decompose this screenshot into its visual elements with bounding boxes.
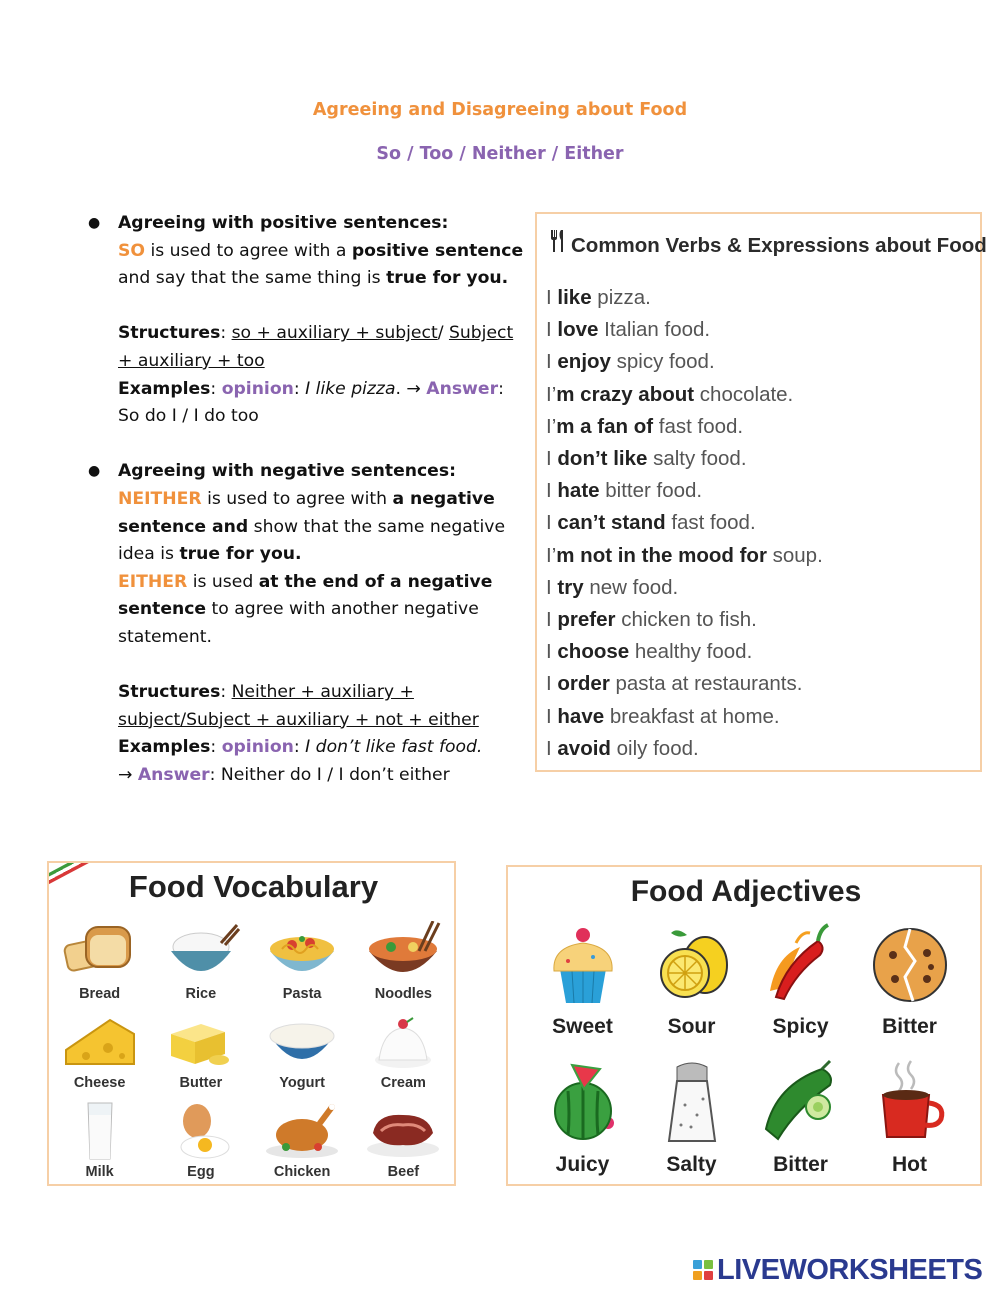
section-text: NEITHER is used to agree with a negative sentence and show that the same negative idea is true for you. bbox=[118, 488, 506, 565]
keyword-either: EITHER bbox=[118, 571, 188, 592]
verb-expression-line: I don’t like salty food. bbox=[546, 447, 747, 471]
adjective-item: Juicy bbox=[528, 1055, 637, 1193]
adjective-item: Spicy bbox=[746, 917, 855, 1055]
yogurt-icon bbox=[262, 1010, 342, 1074]
adjective-item: Bitter bbox=[746, 1055, 855, 1193]
adjectives-title: Food Adjectives bbox=[630, 875, 862, 908]
section-positive bbox=[88, 210, 526, 431]
section-heading: Agreeing with negative sentences: bbox=[118, 461, 456, 482]
vocab-item: Cheese bbox=[49, 1010, 150, 1099]
adjective-item: Hot bbox=[855, 1055, 964, 1193]
verb-expression-line: I’m crazy about chocolate. bbox=[546, 382, 794, 406]
bitter-gourd-icon bbox=[756, 1055, 846, 1145]
section-heading: Agreeing with positive sentences: bbox=[118, 213, 449, 233]
logo-mark-icon bbox=[693, 1260, 713, 1280]
cookie-icon bbox=[865, 917, 955, 1007]
vocab-item: Bread bbox=[49, 921, 150, 1010]
verbs-list bbox=[546, 282, 823, 765]
adjective-item: Salty bbox=[637, 1055, 746, 1193]
salt-shaker-icon bbox=[647, 1055, 737, 1145]
verb-expression-line: I enjoy spicy food. bbox=[546, 350, 715, 374]
hot-cup-icon bbox=[865, 1055, 955, 1145]
vocab-item: Beef bbox=[353, 1099, 454, 1186]
verb-expression-line: I can’t stand fast food. bbox=[546, 511, 756, 535]
grammar-explanation bbox=[88, 210, 526, 789]
milk-icon bbox=[60, 1099, 140, 1163]
rice-icon bbox=[161, 921, 241, 985]
vocab-item: Milk bbox=[49, 1099, 150, 1186]
verb-expression-line: I’m not in the mood for soup. bbox=[546, 543, 823, 567]
vocab-item: Noodles bbox=[353, 921, 454, 1010]
watermelon-icon bbox=[538, 1055, 628, 1145]
chicken-icon bbox=[262, 1099, 342, 1163]
adjective-item: Bitter bbox=[855, 917, 964, 1055]
adjectives-grid bbox=[528, 917, 964, 1193]
bullet-icon: ● bbox=[88, 463, 101, 480]
verb-expression-line: I have breakfast at home. bbox=[546, 704, 780, 728]
fork-knife-icon bbox=[549, 230, 565, 258]
vocab-grid bbox=[49, 921, 454, 1186]
section-text-either: EITHER is used at the end of a negative sentence to agree with another negative statement. bbox=[118, 571, 493, 647]
vocab-item: Butter bbox=[150, 1010, 251, 1099]
structures-line: Structures: Neither + auxiliary + subject/Subject + auxiliary + not + either bbox=[118, 682, 479, 730]
vocab-item: Egg bbox=[150, 1099, 251, 1186]
food-vocabulary-card bbox=[47, 861, 456, 1186]
section-negative bbox=[88, 458, 526, 789]
verb-expression-line: I avoid oily food. bbox=[546, 736, 699, 760]
cheese-icon bbox=[60, 1010, 140, 1074]
butter-icon bbox=[161, 1010, 241, 1074]
vocab-item: Chicken bbox=[252, 1099, 353, 1186]
vocab-item: Cream bbox=[353, 1010, 454, 1099]
adjective-item: Sour bbox=[637, 917, 746, 1055]
verbs-expressions-box bbox=[535, 212, 987, 772]
examples-line: Examples: opinion: I don’t like fast food. → Answer: Neither do I / I don’t either bbox=[118, 737, 483, 785]
page-title: Agreeing and Disagreeing about Food bbox=[312, 100, 688, 120]
noodles-icon bbox=[363, 921, 443, 985]
verb-expression-line: I try new food. bbox=[546, 575, 679, 599]
verb-expression-line: I choose healthy food. bbox=[546, 640, 753, 664]
vocab-item: Pasta bbox=[252, 921, 353, 1010]
examples-line: Examples: opinion: I like pizza. → Answer: So do I / I do too bbox=[118, 378, 504, 427]
lemon-icon bbox=[647, 917, 737, 1007]
vocab-title: Food Vocabulary bbox=[128, 869, 379, 904]
cream-icon bbox=[363, 1010, 443, 1074]
verbs-box-title: Common Verbs & Expressions about Food bbox=[549, 230, 987, 258]
verb-expression-line: I order pasta at restaurants. bbox=[546, 672, 803, 696]
verb-expression-line: I prefer chicken to fish. bbox=[546, 608, 757, 632]
food-adjectives-card bbox=[506, 865, 982, 1186]
vocab-item: Yogurt bbox=[252, 1010, 353, 1099]
verb-expression-line: I’m a fan of fast food. bbox=[546, 414, 744, 438]
bullet-icon: ● bbox=[88, 215, 101, 231]
cupcake-icon bbox=[538, 917, 628, 1007]
verb-expression-line: I love Italian food. bbox=[546, 318, 711, 342]
bread-icon bbox=[60, 921, 140, 985]
beef-icon bbox=[363, 1099, 443, 1163]
vocab-item: Rice bbox=[150, 921, 251, 1010]
section-text: SO is used to agree with a positive sentence and say that the same thing is true for you. bbox=[118, 240, 524, 289]
logo-text: LIVEWORKSHEETS bbox=[717, 1253, 983, 1286]
verb-expression-line: I hate bitter food. bbox=[546, 479, 703, 503]
keyword-so: SO bbox=[118, 240, 145, 261]
pasta-icon bbox=[262, 921, 342, 985]
adjective-item: Sweet bbox=[528, 917, 637, 1055]
verb-expression-line: I like pizza. bbox=[546, 286, 651, 309]
keyword-neither: NEITHER bbox=[118, 488, 202, 509]
structures-line: Structures: so + auxiliary + subject/ Subject + auxiliary + too bbox=[118, 323, 514, 371]
page-subtitle: So / Too / Neither / Either bbox=[376, 144, 624, 164]
chili-icon bbox=[756, 917, 846, 1007]
liveworksheets-logo[interactable] bbox=[693, 1254, 982, 1286]
egg-icon bbox=[161, 1099, 241, 1163]
